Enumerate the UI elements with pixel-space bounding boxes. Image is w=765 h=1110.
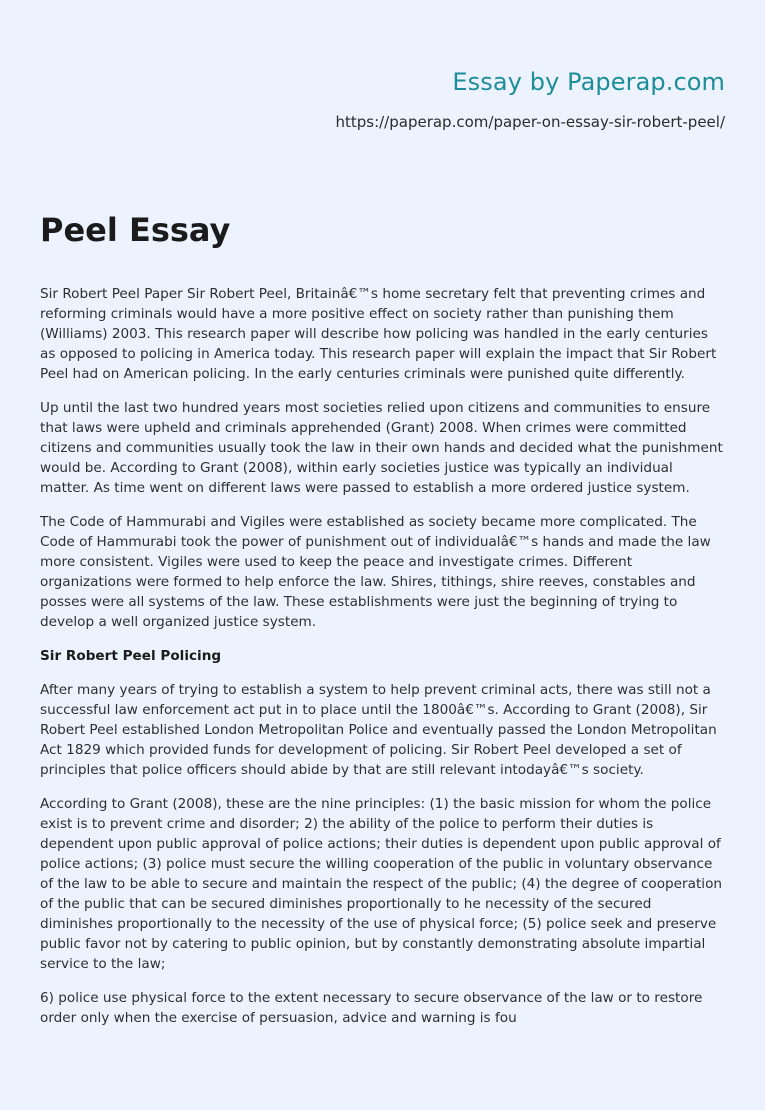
essay-paragraph-3: The Code of Hammurabi and Vigiles were established as society became more complicated. The Code of Hammurabi took the power of punishment out of individualâ€™s hands and made the law more consistent. Vigiles were used to keep the peace and investigate crimes. Different organizations were formed to help enforce the law. Shires, tithings, shire reeves, constables and posses were all systems of the law. These establishments were just the beginning of trying to develop a well organized justice system. xyxy=(40,514,711,630)
section-heading: Sir Robert Peel Policing xyxy=(40,648,222,664)
essay-paragraph-1: Sir Robert Peel Paper Sir Robert Peel, Britainâ€™s home secretary felt that preventing crimes and reforming criminals would have a more positive effect on society rather than punishing them (Williams) 2003. This research paper will describe how policing was handled in the early centuries as opposed to policing in America today. This research paper will explain the impact that Sir Robert Peel had on American policing. In the early centuries criminals were punished quite differently. xyxy=(40,286,717,382)
essay-paragraph-4: After many years of trying to establish a system to help prevent criminal acts, there was still not a successful law enforcement act put in to place until the 1800â€™s. According to Grant (2008), Sir Robert Peel established London Metropolitan Police and eventually passed the London Metropolitan Act 1829 which provided funds for development of policing. Sir Robert Peel developed a set of principles that police officers should abide by that are still relevant intodayâ€™s society. xyxy=(40,682,717,778)
essay-paragraph-2: Up until the last two hundred years most societies relied upon citizens and communities to ensure that laws were upheld and criminals apprehended (Grant) 2008. When crimes were committed citizens and communities usually took the law in their own hands and decided what the punishment would be. According to Grant (2008), within early societies justice was typically an individual matter. As time went on different laws were passed to establish a more ordered justice system. xyxy=(40,400,723,496)
essay-title: Peel Essay xyxy=(40,211,231,249)
essay-paragraph-6: 6) police use physical force to the extent necessary to secure observance of the law or to restore order only when the exercise of persuasion, advice and warning is fou xyxy=(40,990,703,1026)
source-url-link[interactable]: https://paperap.com/paper-on-essay-sir-robert-peel/ xyxy=(335,113,725,131)
site-header xyxy=(335,66,725,132)
essay-paragraph-5: According to Grant (2008), these are the nine principles: (1) the basic mission for whom the police exist is to prevent crime and disorder; 2) the ability of the police to perform their duties is dependent upon public approval of police actions; their duties is dependent upon public approval of police actions; (3) police must secure the willing cooperation of the public in voluntary observance of the law to be able to secure and maintain the respect of the public; (4) the degree of cooperation of the public that can be secured diminishes proportionally to he necessity of the secured diminishes proportionally to the necessity of the use of physical force; (5) police seek and preserve public favor not by catering to public opinion, but by constantly demonstrating absolute impartial service to the law; xyxy=(40,796,722,972)
essay-article xyxy=(40,206,725,1042)
brand-link[interactable]: Essay by Paperap.com xyxy=(452,68,725,96)
